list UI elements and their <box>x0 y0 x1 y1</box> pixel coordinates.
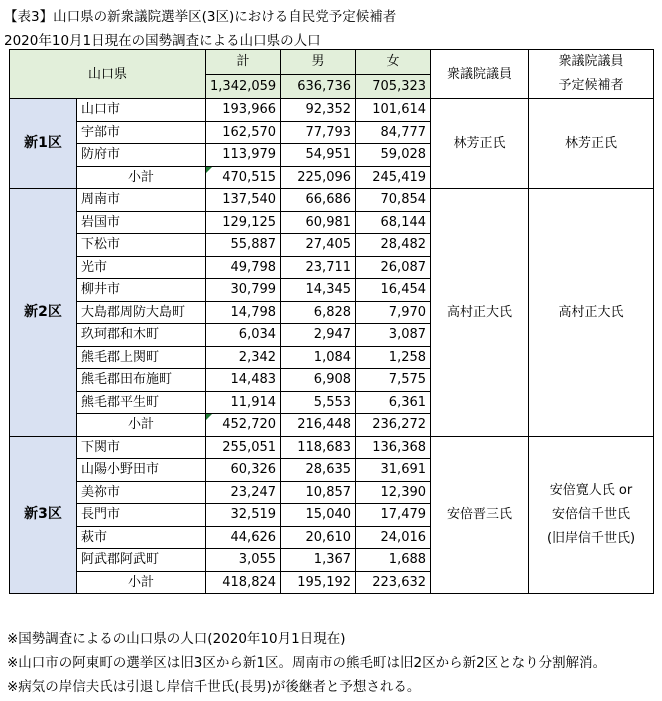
header-member: 衆議院議員 <box>431 50 529 99</box>
cell-total: 193,966 <box>206 99 281 122</box>
cell-total: 137,540 <box>206 189 281 212</box>
cell-total: 113,979 <box>206 144 281 167</box>
cell-total: 30,799 <box>206 279 281 302</box>
cell-total: 255,051 <box>206 436 281 459</box>
cell-male: 6,908 <box>281 369 356 392</box>
cell-total: 49,798 <box>206 256 281 279</box>
municipality-name: 熊毛郡田布施町 <box>77 369 206 392</box>
municipality-name: 萩市 <box>77 526 206 549</box>
candidate-line: 安倍信千世氏 <box>552 506 631 522</box>
cell-female: 26,087 <box>356 256 431 279</box>
municipality-name: 柳井市 <box>77 279 206 302</box>
subtotal-female: 236,272 <box>356 414 431 437</box>
header-candidate-line1: 衆議院議員 <box>558 54 624 69</box>
cell-female: 7,575 <box>356 369 431 392</box>
header-male: 男 <box>281 50 356 75</box>
subtotal-label: 小計 <box>77 414 206 437</box>
pref-male: 636,736 <box>281 74 356 99</box>
cell-female: 31,691 <box>356 459 431 482</box>
cell-female: 3,087 <box>356 324 431 347</box>
table-title: 【表3】山口県の新衆議院選挙区(3区)における自民党予定候補者 <box>4 9 397 25</box>
cell-male: 1,084 <box>281 346 356 369</box>
cell-total: 44,626 <box>206 526 281 549</box>
footnotes <box>7 629 606 701</box>
footnote: ※山口市の阿東町の選挙区は旧3区から新1区。周南市の熊毛町は旧2区から新2区となり分割解消。 <box>7 655 607 671</box>
header-candidate-line2: 予定候補者 <box>558 78 624 93</box>
municipality-name: 熊毛郡上関町 <box>77 346 206 369</box>
municipality-name: 長門市 <box>77 504 206 527</box>
cell-male: 2,947 <box>281 324 356 347</box>
district-2-candidate: 高村正大氏 <box>529 189 654 437</box>
municipality-name: 光市 <box>77 256 206 279</box>
cell-total: 14,483 <box>206 369 281 392</box>
cell-female: 7,970 <box>356 301 431 324</box>
municipality-name: 大島郡周防大島町 <box>77 301 206 324</box>
district-1-member: 林芳正氏 <box>431 99 529 189</box>
population-table <box>9 49 654 594</box>
cell-female: 24,016 <box>356 526 431 549</box>
cell-female: 59,028 <box>356 144 431 167</box>
table-row <box>10 99 654 122</box>
municipality-name: 防府市 <box>77 144 206 167</box>
cell-total: 6,034 <box>206 324 281 347</box>
subtotal-total: 470,515 <box>206 166 281 189</box>
subtotal-total: 452,720 <box>206 414 281 437</box>
header-candidate <box>529 50 654 99</box>
table-subtitle: 2020年10月1日現在の国勢調査による山口県の人口 <box>4 33 321 49</box>
municipality-name: 宇部市 <box>77 121 206 144</box>
cell-male: 10,857 <box>281 481 356 504</box>
cell-male: 6,828 <box>281 301 356 324</box>
cell-total: 14,798 <box>206 301 281 324</box>
header-total: 計 <box>206 50 281 75</box>
cell-total: 60,326 <box>206 459 281 482</box>
subtotal-total: 418,824 <box>206 571 281 594</box>
cell-total: 162,570 <box>206 121 281 144</box>
footnote: ※病気の岸信夫氏は引退し岸信千世氏(長男)が後継者と予想される。 <box>7 679 421 695</box>
table-row <box>10 436 654 459</box>
municipality-name: 下関市 <box>77 436 206 459</box>
cell-male: 66,686 <box>281 189 356 212</box>
cell-total: 11,914 <box>206 391 281 414</box>
cell-female: 6,361 <box>356 391 431 414</box>
municipality-name: 周南市 <box>77 189 206 212</box>
cell-male: 60,981 <box>281 211 356 234</box>
district-1-candidate: 林芳正氏 <box>529 99 654 189</box>
district-2-label: 新2区 <box>10 189 77 437</box>
municipality-name: 下松市 <box>77 234 206 257</box>
candidate-line: 安倍寛人氏 or <box>549 482 633 498</box>
footnote: ※国勢調査によるの山口県の人口(2020年10月1日現在) <box>7 631 346 647</box>
district-2-member: 高村正大氏 <box>431 189 529 437</box>
cell-male: 118,683 <box>281 436 356 459</box>
municipality-name: 阿武郡阿武町 <box>77 549 206 572</box>
header-row <box>10 50 654 75</box>
cell-male: 28,635 <box>281 459 356 482</box>
cell-total: 23,247 <box>206 481 281 504</box>
cell-male: 5,553 <box>281 391 356 414</box>
header-prefecture: 山口県 <box>10 50 206 99</box>
cell-male: 77,793 <box>281 121 356 144</box>
subtotal-male: 195,192 <box>281 571 356 594</box>
subtotal-label: 小計 <box>77 166 206 189</box>
cell-female: 70,854 <box>356 189 431 212</box>
district-3-candidate <box>529 436 654 594</box>
cell-total: 32,519 <box>206 504 281 527</box>
pref-female: 705,323 <box>356 74 431 99</box>
cell-female: 12,390 <box>356 481 431 504</box>
district-3-member: 安倍晋三氏 <box>431 436 529 594</box>
cell-female: 1,688 <box>356 549 431 572</box>
cell-male: 92,352 <box>281 99 356 122</box>
cell-female: 68,144 <box>356 211 431 234</box>
cell-female: 28,482 <box>356 234 431 257</box>
cell-female: 136,368 <box>356 436 431 459</box>
cell-female: 17,479 <box>356 504 431 527</box>
cell-male: 15,040 <box>281 504 356 527</box>
cell-male: 1,367 <box>281 549 356 572</box>
cell-male: 14,345 <box>281 279 356 302</box>
cell-total: 3,055 <box>206 549 281 572</box>
pref-total: 1,342,059 <box>206 74 281 99</box>
table-row <box>10 189 654 212</box>
cell-female: 101,614 <box>356 99 431 122</box>
cell-male: 20,610 <box>281 526 356 549</box>
cell-male: 54,951 <box>281 144 356 167</box>
cell-female: 84,777 <box>356 121 431 144</box>
cell-female: 1,258 <box>356 346 431 369</box>
header-female: 女 <box>356 50 431 75</box>
subtotal-label: 小計 <box>77 571 206 594</box>
cell-total: 129,125 <box>206 211 281 234</box>
municipality-name: 岩国市 <box>77 211 206 234</box>
cell-female: 16,454 <box>356 279 431 302</box>
district-1-label: 新1区 <box>10 99 77 189</box>
cell-male: 23,711 <box>281 256 356 279</box>
municipality-name: 山口市 <box>77 99 206 122</box>
cell-total: 55,887 <box>206 234 281 257</box>
municipality-name: 山陽小野田市 <box>77 459 206 482</box>
cell-total: 2,342 <box>206 346 281 369</box>
municipality-name: 美祢市 <box>77 481 206 504</box>
cell-male: 27,405 <box>281 234 356 257</box>
subtotal-male: 225,096 <box>281 166 356 189</box>
district-3-label: 新3区 <box>10 436 77 594</box>
subtotal-female: 245,419 <box>356 166 431 189</box>
subtotal-male: 216,448 <box>281 414 356 437</box>
municipality-name: 玖珂郡和木町 <box>77 324 206 347</box>
subtotal-female: 223,632 <box>356 571 431 594</box>
candidate-line: (旧岸信千世氏) <box>546 530 636 546</box>
municipality-name: 熊毛郡平生町 <box>77 391 206 414</box>
